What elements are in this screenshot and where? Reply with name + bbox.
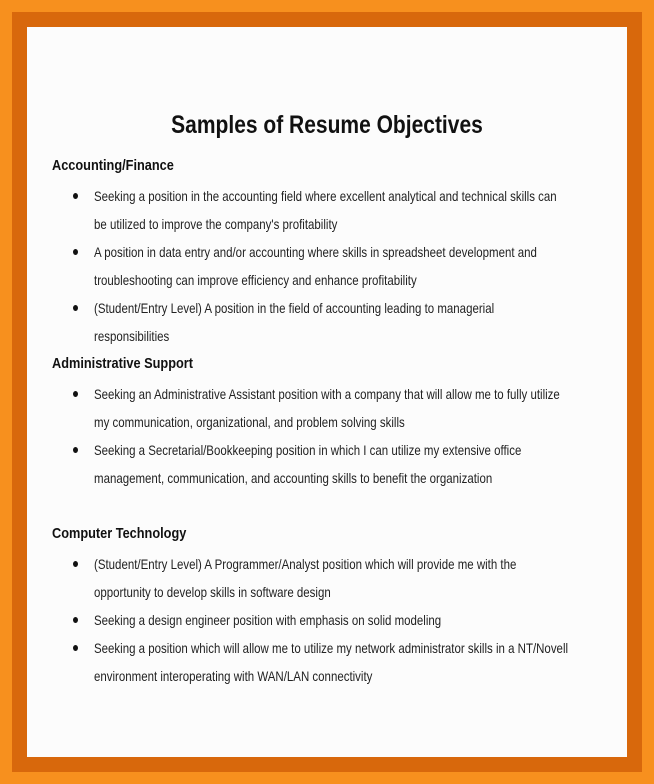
section-heading: Computer Technology [52,525,187,542]
list-item: (Student/Entry Level) A position in the field of accounting leading to managerial responsibilities [52,294,612,350]
bullet-icon [73,561,78,567]
bullet-icon [73,617,78,623]
list-item: Seeking a position which will allow me to utilize my network administrator skills in a NT/Novell environment interoperating with WAN/LAN connectivity [52,634,612,690]
bullet-icon [73,305,78,311]
bullet-icon [73,391,78,397]
list-item: Seeking an Administrative Assistant position with a company that will allow me to fully utilize my communication, organizational, and problem solving skills [52,380,612,436]
list-item: Seeking a Secretarial/Bookkeeping position in which I can utilize my extensive office management, communication, and accounting skills to benefit the organization [52,436,612,492]
section-administrative-support [52,355,612,492]
section-heading: Administrative Support [52,355,193,372]
bullet-icon [73,193,78,199]
list-item: Seeking a design engineer position with emphasis on solid modeling [52,606,612,634]
document-page [27,27,627,757]
list-item: A position in data entry and/or accounting where skills in spreadsheet development and troubleshooting can improve efficiency and enhance profitability [52,238,612,294]
bullet-icon [73,645,78,651]
bullet-icon [73,447,78,453]
section-computer-technology [52,525,612,690]
list-item: Seeking a position in the accounting field where excellent analytical and technical skills can be utilized to improve the company's profitability [52,182,612,238]
page-title: Samples of Resume Objectives [171,111,483,139]
section-accounting-finance [52,157,612,350]
bullet-icon [73,249,78,255]
list-item: (Student/Entry Level) A Programmer/Analyst position which will provide me with the opportunity to develop skills in software design [52,550,612,606]
section-heading: Accounting/Finance [52,157,174,174]
